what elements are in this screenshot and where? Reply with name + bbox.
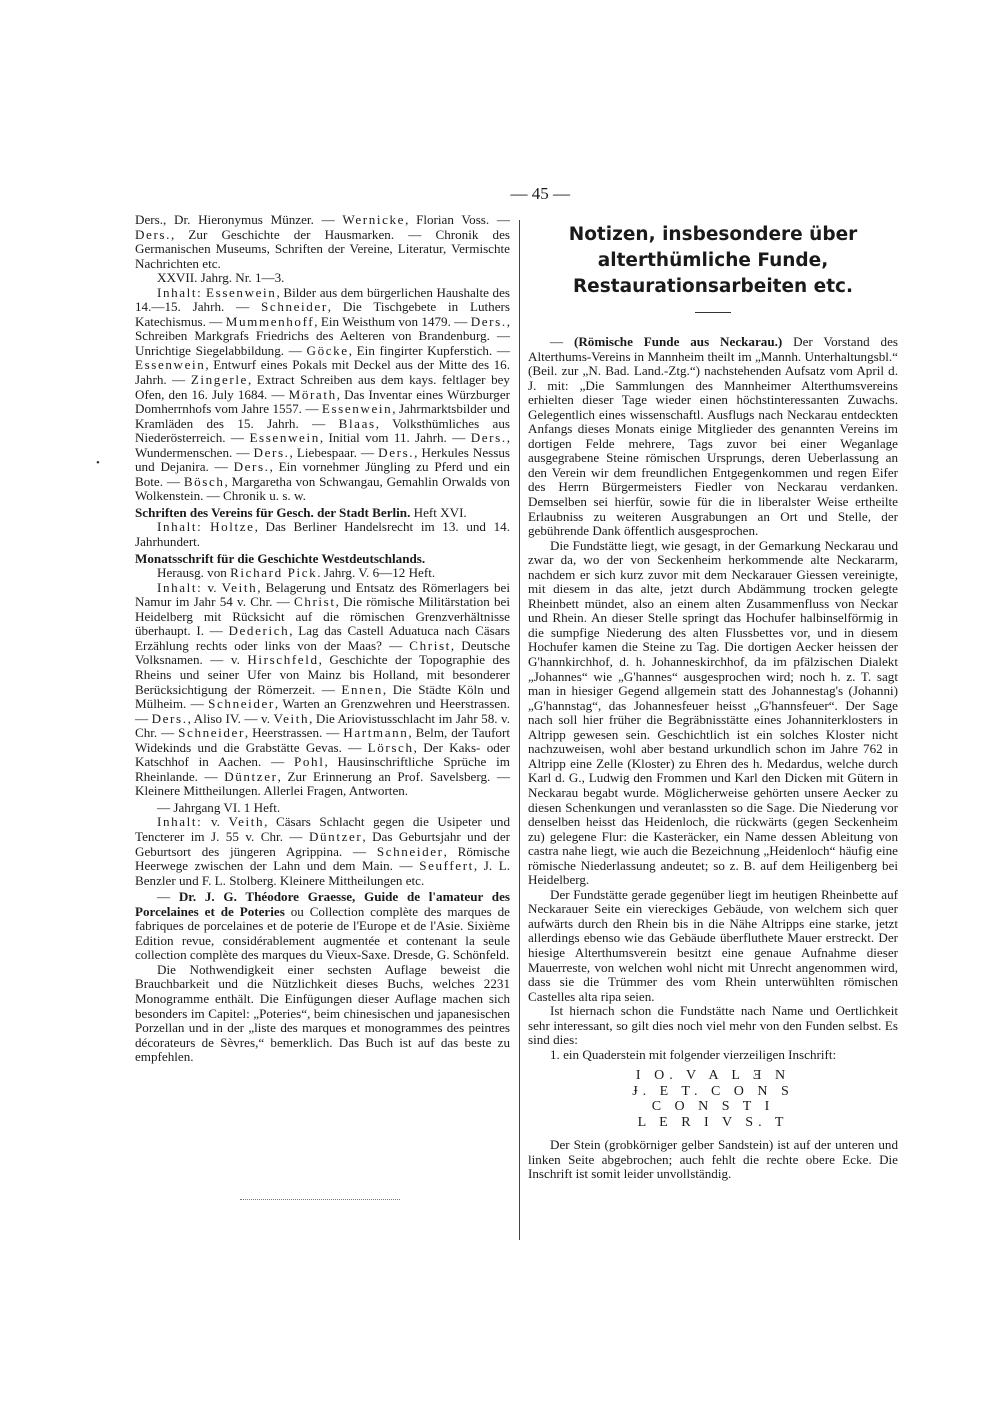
text-run: , Cäsars Schlacht gegen die Usipeter und Tencterer im J. 55 v. Chr. —: [135, 814, 510, 844]
bold-title: Monatsschrift für die Geschichte Westdeutschlands.: [135, 550, 426, 566]
author-name: Ennen: [341, 681, 383, 697]
text-run: Die Nothwendigkeit einer sechsten Auflage beweist die Brauchbarkeit und die Nützlichkeit dieses Buchs, welches 2231 Monogramme enthält. Die Einfügungen dieser Auflage machen sich besonders im Capitel: „Poteries“, beim chinesischen und japanesischen Porzellan und in der „liste des marques et monogrammes des peintres décorateurs de Sèvres,“ bemerklich. Das Buch ist auf das beste zu empfehlen.: [135, 961, 510, 1065]
text-run: , Die römische Militärstation bei Heidelberg mit Rücksicht auf die römischen Grenzverhältnisse überhaupt. I. —: [135, 594, 510, 639]
author-name: Richard Pick: [230, 565, 318, 581]
author-name: Essenwein: [206, 284, 277, 300]
text-run: , Extract Schreiben aus dem kays. feltlager bey Ofen, den 16. July 1684. —: [135, 372, 510, 402]
paragraph: [135, 801, 510, 816]
author-name: Inhalt:: [157, 519, 203, 535]
author-name: Lörsch: [367, 739, 414, 755]
author-name: Essenwein: [249, 430, 320, 446]
text-run: Heft XVI.: [410, 504, 467, 520]
author-name: Dederich: [228, 623, 290, 639]
text-run: , Margaretha von Schwangau, Gemahlin Orwalds von Wolkenstein. — Chronik u. s. w.: [135, 473, 510, 504]
text-run: , J. L. Benzler und F. L. Stolberg. Kleinere Mittheilungen etc.: [135, 858, 510, 888]
text-run: v.: [202, 814, 229, 830]
paragraph: [135, 286, 510, 504]
text-run: Ders., Dr. Hieronymus Münzer. —: [135, 212, 343, 227]
inscription-line: L E R I V S. T: [637, 1114, 789, 1130]
heading-rule: [695, 312, 731, 313]
text-run: [202, 519, 210, 534]
author-name: Essenwein: [321, 401, 393, 417]
text-run: , Initial vom 11. Jahrh. —: [319, 430, 471, 446]
paragraph: [135, 520, 510, 549]
section-heading: Notizen, insbesondere über alterthümliche Funde, Restaurationsarbeiten etc.: [568, 224, 858, 297]
text-run: , Das Inventar eines Würzburger Domherrnhofs vom Jahre 1557. —: [135, 386, 510, 417]
right-column-closing-text: [528, 1138, 898, 1182]
paragraph: [528, 1048, 898, 1063]
text-run: , Hausinschriftliche Sprüche im Rheinlande. —: [135, 754, 510, 784]
left-column: [135, 213, 510, 1065]
text-run: , Belagerung und Entsatz des Römerlagers bei Namur im Jahr 54 v. Chr. —: [135, 579, 510, 610]
author-name: Ders.: [233, 459, 270, 475]
text-run: , Bilder aus dem bürgerlichen Haushalte des 14.—15. Jahrh. —: [135, 284, 510, 315]
text-run: , Ein vornehmer Jüngling zu Pferd und ein Bote. —: [135, 459, 510, 489]
text-run: ou Collection complète des marques de fabriques de porcelaines et de poterie de l'Europe et de l'Asie. Sixième Edition revue, considérablement augmentée et contenant la seule collection complète des marques du Vieux-Saxe. Dresde, G. Schönfeld.: [135, 903, 510, 963]
author-name: Mörath: [288, 386, 337, 402]
author-name: Düntzer: [308, 828, 363, 844]
inscription-line: I O. V A L Ǝ N: [635, 1068, 791, 1084]
bold-title: Dr. J. G. Théodore Graesse, Guide de l'amateur des Porcelaines et de Poteries: [135, 889, 511, 919]
inscription-line: Ɉ. E T. C O N S: [632, 1083, 794, 1099]
author-name: Schneider: [376, 843, 444, 859]
column-divider: [519, 220, 520, 1240]
paragraph: [528, 1138, 898, 1182]
text-run: . Jahrg. V. 6—12 Heft.: [317, 565, 436, 581]
author-name: Seuffert: [419, 858, 474, 874]
text-run: , Belm, der Taufort Widekinds und die Grabstätte Gevas. —: [135, 725, 510, 755]
right-column: [528, 222, 898, 1182]
text-run: Herausg. von: [157, 565, 231, 581]
author-name: Inhalt:: [157, 284, 203, 300]
author-name: Schneider: [178, 725, 245, 741]
author-name: Ders.: [135, 226, 171, 242]
author-name: Bösch: [183, 473, 225, 489]
author-name: Ders.: [378, 444, 415, 460]
author-name: Ders.: [470, 313, 507, 329]
text-run: , Römische Heerwege zwischen der Lahn und dem Main. —: [135, 843, 510, 874]
page-number: — 45 —: [510, 184, 570, 203]
author-name: Inhalt:: [157, 814, 203, 830]
author-name: Blaas: [338, 415, 376, 431]
text-run: , Das Geburtsjahr und der Geburtsort des jüngeren Agrippina. —: [135, 828, 510, 859]
text-run: , Schreiben Markgrafs Friedrichs des Aelteren von Brandenburg. — Unrichtige Siegelabbildung. —: [135, 313, 510, 358]
text-run: , Die Ariovistusschlacht im Jahr 58. v. Chr. —: [135, 710, 510, 741]
text-run: , Heerstrassen. —: [244, 725, 344, 741]
author-name: Mummenhoff: [225, 313, 315, 329]
text-run: , Ein Weisthum von 1479. —: [314, 313, 471, 329]
text-run: v.: [202, 579, 222, 595]
text-run: , Aliso IV. — v.: [187, 710, 274, 726]
author-name: Veith: [221, 579, 258, 595]
text-run: , Der Kaks- oder Katschhof in Aachen. —: [135, 739, 510, 770]
text-run: , Die Städte Köln und Mülheim. —: [135, 681, 510, 712]
author-name: Hartmann: [343, 725, 409, 741]
paragraph: [135, 213, 510, 271]
text-run: , Liebespaar. —: [289, 444, 379, 460]
paragraph: [135, 815, 510, 888]
paragraph: [135, 566, 510, 581]
author-name: Wernicke: [342, 212, 406, 227]
author-name: Zingerle: [190, 372, 248, 388]
author-name: Inhalt:: [157, 579, 203, 595]
text-run: , Entwurf eines Pokals mit Deckel aus der Mitte des 16. Jahrh. —: [135, 357, 510, 388]
paragraph: [528, 539, 898, 888]
text-run: , Zur Geschichte der Hausmarken. — Chronik des Germanischen Museums, Schriften der Vereine, Literatur, Vermischte Nachrichten etc.: [135, 226, 510, 271]
author-name: Hirschfeld: [247, 652, 319, 668]
text-run: Der Vorstand des Alterthums-Vereins in Mannheim theilt im „Mannh. Unterhaltungsbl.“ (Beil. zur „N. Bad. Land.-Ztg.“) nachstehenden Aufsatz vom April d. J. mit: „Die Sammlungen des Mannheimer Alterthumsvereins erhielten dieser Tage wieder einen höchstinteressanten Zuwachs. Gelegentlich eines wissenschaftl. Ausflugs nach Neckarau entdeckten Anfangs dieses Monats einige Mitglieder des genannten Vereins im dortigen Felde mehrere, Tags zuvor bei einer Weganlage ausgegrabene Steine römischen Ursprungs, deren Ueberlassung an den Verein wir dem freundlichen Entgegenkommen und regen Eifer des Herrn Bürgermeisters Fiedler von Neckarau verdanken. Demselben sei hierfür, sowie für die in liberalster Weise ertheilte Erlaubniss zu weiteren Ausgrabungen an Ort und Stelle, der gebührende Dank öffentlich ausgesprochen.: [528, 334, 899, 539]
text-run: Der Fundstätte gerade gegenüber liegt im heutigen Rheinbette auf Neckarauer Seite ein viereckiges Gebäude, von welchem sich quer aufwärts durch den Rhein bis in die Nähe Altripps eine starke, jetzt allerdings ebenso wie das Gebäude überfluthete Mauer erstreckt. Der hiesige Alterthumsverein besitzt eine genaue Aufnahme dieser Mauerreste, von welchen wohl nicht mit Unrecht angenommen wird, dass sie die Trümmer des vom Rhein unterwühlten römischen Castelles alta ripa seien.: [528, 886, 898, 1004]
text-run: , Florian Voss. —: [405, 212, 510, 227]
text-run: —: [157, 889, 179, 905]
text-run: 1. ein Quaderstein mit folgender vierzeiligen Inschrift:: [550, 1046, 837, 1062]
bold-title: (Römische Funde aus Neckarau.): [573, 334, 783, 349]
text-run: , Lag das Castell Aduatuca nach Cäsars Erzählung rechts oder links von der Maas? —: [135, 623, 510, 653]
text-run: XXVII. Jahrg. Nr. 1—3.: [157, 270, 285, 286]
right-column-text: [528, 335, 898, 1062]
author-name: Veith: [273, 710, 310, 726]
author-name: Düntzer: [224, 768, 278, 784]
author-name: Schneider: [261, 299, 328, 315]
author-name: Ders.: [151, 710, 188, 726]
margin-mark: •: [96, 457, 100, 469]
text-run: Die Fundstätte liegt, wie gesagt, in der Gemarkung Neckarau und zwar da, wo der von Seckenheim herkommende alte Neckararm, nachdem er sich kurz zuvor mit dem Neckarauer Giessen vereinigte, mit diesem in das alte, jetzt durch Abdämmung trocken gelegte Rheinbett mündet, also an einem alten Zusammenfluss von Neckar und Rhein. An dieser Stelle springt das Hochufer halbinselförmig in die sumpfige Niederung des alten Flussbettes vor, und in diesem Hochufer kamen die Steine zu Tag. Die dortigen Aecker heissen der G'hannkirchhof, d. h. Johanneskirchhof, da im pfälzischen Dialekt „Johannes“ wie „G'hannes“ ausgesprochen wird; noch h. z. T. sagt man in hiesiger Gegend allgemein statt des Johannestag's (Johanni) „G'hannstag“, das Johannesfeuer heisst „G'hannsfeuer“. Der Sage nach soll hier früher die Begräbnisstätte eines Johanniterklosters in Altripp gewesen sein. Geschichtlich ist ein solches Kloster nicht nachzuweisen, wohl aber bestand urkundlich schon im Jahre 762 in Altripp eine Zelle (Kloster) zu Ehren des h. Medardus, welche durch Karl d. G., Ludwig den Frommen und Karl den Dicken mit Gütern in Neckarau begabt wurde. Möglicherweise gehörten unsere Aecker zu diesen Schenkungen und veranlassten so die Sage. Die Niederung vor denselben heisst das Heidenloch, die rückwärts (gegen Seckenheim zu) gelegene Flur: die Kasteräcker, ein Name dessen Ableitung von castra nahe liegt, wie auch die Bezeichnung „Heidenloch“ häufig eine römische Niederlassung andeutet; so z. B. auf dem Heiligenberg bei Heidelberg.: [528, 537, 898, 888]
text-run: —: [550, 334, 574, 349]
paragraph: [528, 888, 898, 1004]
paragraph: [135, 963, 510, 1065]
text-run: , Deutsche Volksnamen. — v.: [135, 637, 511, 668]
text-run: , Warten an Grenzwehren und Heerstrassen. —: [135, 696, 510, 726]
author-name: Essenwein: [135, 357, 206, 373]
text-run: , Zur Erinnerung an Prof. Savelsberg. — Kleinere Mittheilungen. Allerlei Fragen, Antworten.: [135, 768, 510, 799]
author-name: Ders.: [470, 430, 507, 446]
text-run: Ist hiernach schon die Fundstätte nach Name und Oertlichkeit sehr interessant, so gilt dies noch viel mehr von den Funden selbst. Es sind dies:: [528, 1003, 898, 1048]
paragraph: [135, 890, 510, 963]
text-run: , Wundermenschen. —: [135, 430, 510, 460]
author-name: Schneider: [208, 696, 275, 712]
author-name: Christ: [293, 594, 336, 610]
text-run: , Geschichte der Topographie des Rheins und seiner Ufer von Mainz bis Holland, mit besonderer Berücksichtigung der Römerzeit. —: [135, 652, 510, 697]
text-run: , Jahrmarktsbilder und Kramläden des 15. Jahrh. —: [135, 401, 510, 431]
paragraph: [135, 552, 510, 567]
text-run: , Das Berliner Handelsrecht im 13. und 14. Jahrhundert.: [135, 519, 510, 550]
author-name: Veith: [228, 814, 265, 830]
paragraph: [528, 1004, 898, 1048]
text-run: Der Stein (grobkörniger gelber Sandstein) ist auf der unteren und linken Seite abgebrochen; auch fehlt die rechte obere Ecke. Die Inschrift ist somit leider unvollständig.: [528, 1137, 898, 1182]
author-name: Ders.: [253, 444, 290, 460]
text-run: , Herkules Nessus und Dejanira. —: [135, 444, 510, 475]
author-name: Göcke: [306, 342, 349, 358]
text-run: , Ein fingirter Kupferstich. —: [348, 342, 510, 358]
end-rule: [240, 1199, 400, 1200]
paragraph: [135, 581, 510, 799]
author-name: Pohl: [294, 754, 325, 770]
text-run: , Die Tischgebete in Luthers Katechismus. —: [135, 299, 510, 329]
bold-title: Schriften des Vereins für Gesch. der Stadt Berlin.: [135, 504, 411, 520]
inscription-line: C O N S T I: [651, 1099, 775, 1115]
text-run: — Jahrgang VI. 1 Heft.: [157, 799, 281, 815]
paragraph: [528, 335, 898, 539]
inscription-block: [528, 1068, 898, 1130]
paragraph: [135, 506, 510, 521]
author-name: Christ: [409, 637, 451, 653]
paragraph: [135, 271, 510, 286]
author-name: Holtze: [210, 519, 255, 535]
text-run: , Volksthümliches aus Niederösterreich. —: [135, 415, 510, 446]
